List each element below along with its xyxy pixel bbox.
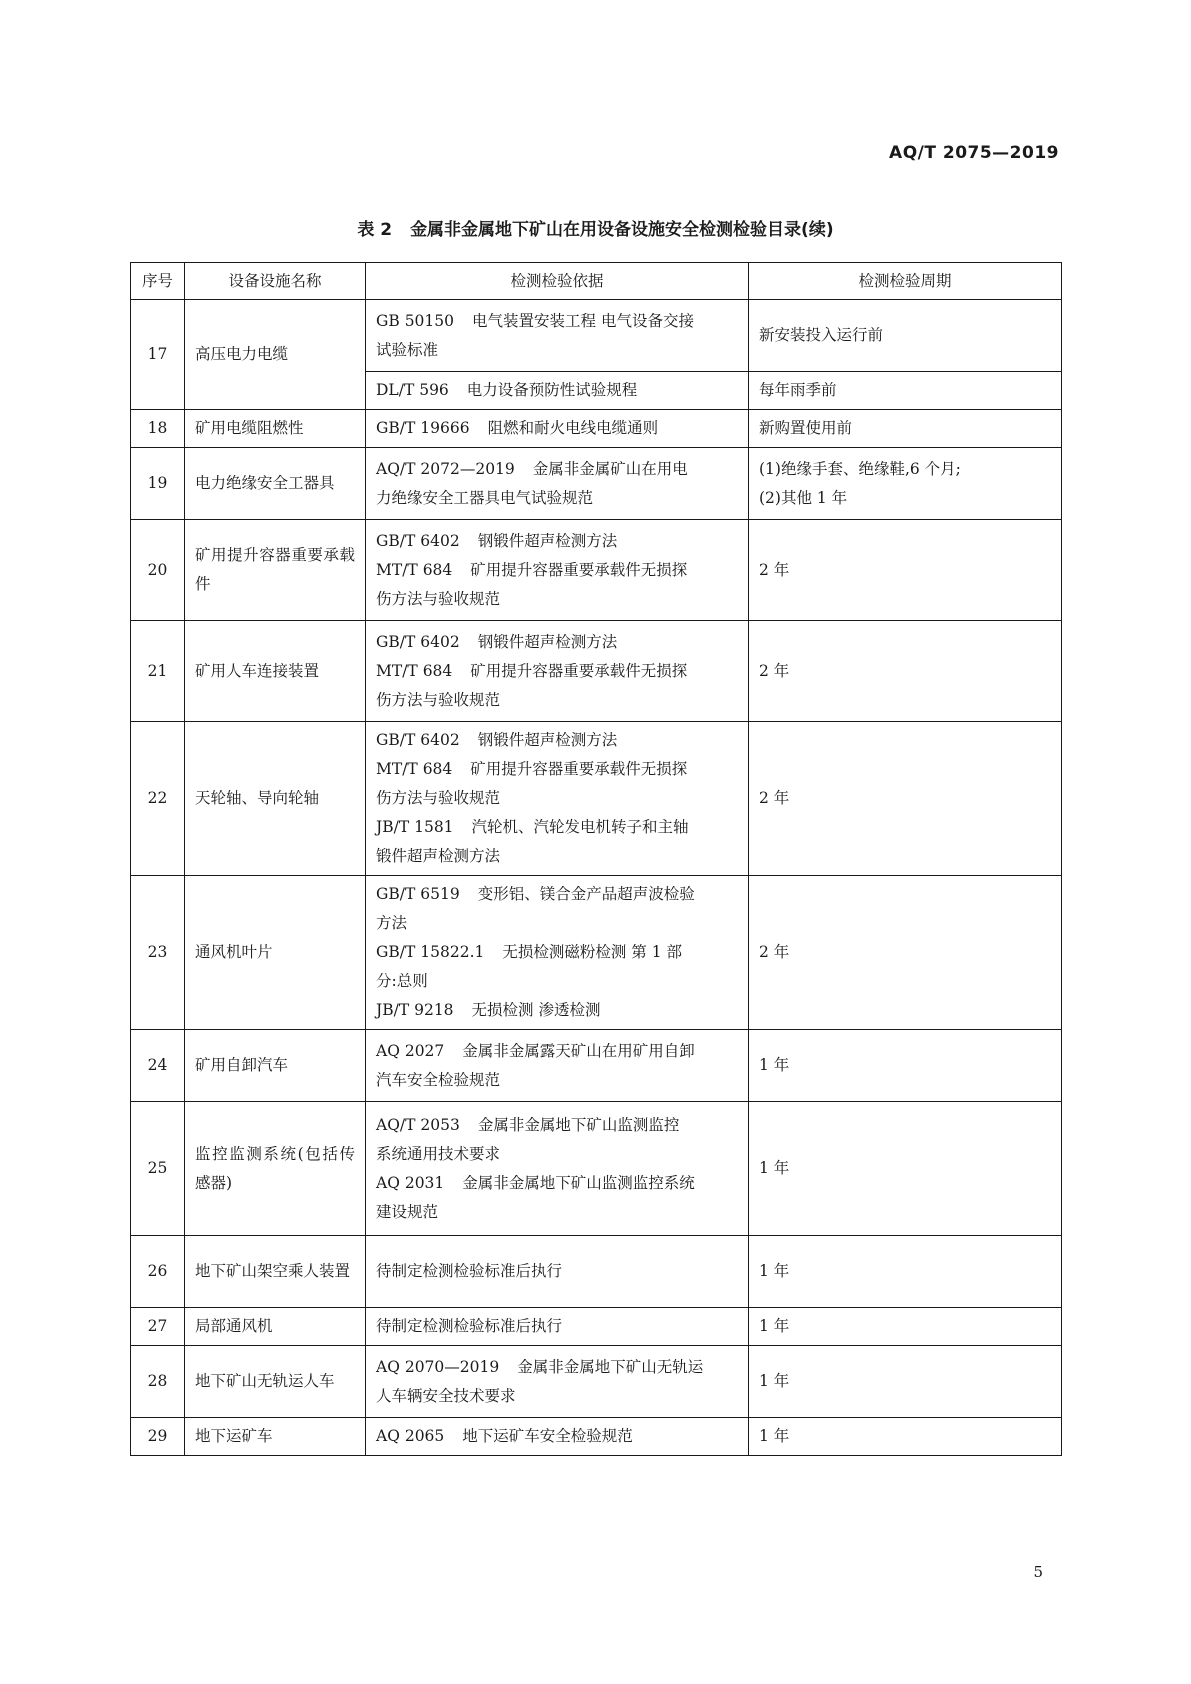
- standard-title: 人车辆安全技术要求: [376, 1386, 516, 1405]
- basis-cell: [366, 372, 749, 410]
- equipment-name: 矿用自卸汽车: [185, 1030, 366, 1102]
- standard-number: JB/T 9218: [376, 1001, 454, 1019]
- basis-cell: [366, 1236, 749, 1308]
- period-cell: 2 年: [749, 876, 1062, 1030]
- basis-line: [376, 996, 738, 1025]
- standard-title: 电气装置安装工程 电气设备交接: [472, 311, 694, 330]
- standard-number: AQ 2070—2019: [376, 1357, 500, 1376]
- basis-cell: [366, 1418, 749, 1456]
- standard-number: MT/T 684: [376, 760, 453, 778]
- table-row: [131, 1418, 1062, 1456]
- basis-line: [376, 307, 738, 336]
- standard-number: GB/T 19666: [376, 419, 470, 437]
- table-title-text: 金属非金属地下矿山在用设备设施安全检测检验目录(续): [410, 220, 834, 240]
- period-cell: 2 年: [749, 621, 1062, 722]
- standard-title: 钢锻件超声检测方法: [477, 731, 618, 749]
- standard-number: MT/T 684: [376, 560, 453, 579]
- standard-title: 待制定检测检验标准后执行: [376, 1317, 563, 1335]
- basis-line: [376, 967, 738, 996]
- basis-line: [376, 1169, 738, 1198]
- basis-cell: [366, 1030, 749, 1102]
- basis-line: [376, 657, 738, 686]
- page-number: 5: [1033, 1563, 1043, 1581]
- standard-title: 矿用提升容器重要承载件无损探: [470, 661, 688, 680]
- table-row: [131, 520, 1062, 621]
- period-cell: 1 年: [749, 1308, 1062, 1346]
- basis-line: [376, 628, 738, 657]
- basis-line: [376, 1312, 738, 1341]
- row-number: 26: [131, 1236, 185, 1308]
- equipment-name: 地下矿山架空乘人装置: [185, 1236, 366, 1308]
- standard-number: AQ/T 2053: [376, 1115, 460, 1134]
- column-header-basis: 检测检验依据: [366, 263, 749, 300]
- row-number: 17: [131, 300, 185, 410]
- standard-title: 试验标准: [376, 340, 439, 359]
- period-cell: 1 年: [749, 1346, 1062, 1418]
- standard-title: 阻燃和耐火电线电缆通则: [487, 419, 659, 437]
- basis-cell: [366, 1346, 749, 1418]
- row-number: 22: [131, 722, 185, 876]
- basis-cell: [366, 410, 749, 448]
- standard-title: 汽车安全检验规范: [376, 1070, 501, 1089]
- standard-number: GB 50150: [376, 311, 455, 330]
- standard-code: AQ/T 2075—2019: [889, 143, 1059, 163]
- standard-title: 钢锻件超声检测方法: [477, 531, 618, 550]
- standard-number: JB/T 1581: [376, 818, 454, 836]
- row-number: 25: [131, 1102, 185, 1236]
- period-cell: [749, 448, 1062, 520]
- standard-number: AQ 2031: [376, 1173, 445, 1192]
- equipment-name: 通风机叶片: [185, 876, 366, 1030]
- basis-line: [376, 813, 738, 842]
- period-cell: 1 年: [749, 1030, 1062, 1102]
- basis-line: [376, 880, 738, 909]
- equipment-name: 矿用电缆阻燃性: [185, 410, 366, 448]
- standard-title: 系统通用技术要求: [376, 1144, 501, 1163]
- table-row: [131, 410, 1062, 448]
- standard-title: 金属非金属地下矿山监测监控系统: [462, 1173, 695, 1192]
- standard-title: 地下运矿车安全检验规范: [462, 1427, 633, 1445]
- inspection-table: [130, 262, 1062, 1456]
- row-number: 29: [131, 1418, 185, 1456]
- equipment-name: 电力绝缘安全工器具: [185, 448, 366, 520]
- basis-cell: [366, 1102, 749, 1236]
- table-row: [131, 1102, 1062, 1236]
- standard-number: GB/T 6402: [376, 731, 460, 749]
- basis-line: [376, 1198, 738, 1227]
- column-header-name: 设备设施名称: [185, 263, 366, 300]
- equipment-name: 高压电力电缆: [185, 300, 366, 410]
- row-number: 21: [131, 621, 185, 722]
- basis-cell: [366, 876, 749, 1030]
- standard-number: GB/T 15822.1: [376, 943, 485, 961]
- standard-title: 伤方法与验收规范: [376, 589, 501, 608]
- row-number: 23: [131, 876, 185, 1030]
- period-cell: 新购置使用前: [749, 410, 1062, 448]
- standard-number: DL/T 596: [376, 381, 449, 399]
- basis-line: [376, 556, 738, 585]
- period-cell: 新安装投入运行前: [749, 300, 1062, 372]
- standard-title: 矿用提升容器重要承载件无损探: [470, 760, 688, 778]
- table-row: [131, 1236, 1062, 1308]
- basis-line: [376, 1140, 738, 1169]
- row-number: 20: [131, 520, 185, 621]
- equipment-name: 局部通风机: [185, 1308, 366, 1346]
- period-cell: 2 年: [749, 520, 1062, 621]
- row-number: 19: [131, 448, 185, 520]
- table-row: [131, 876, 1062, 1030]
- basis-cell: [366, 722, 749, 876]
- basis-line: [376, 726, 738, 755]
- table-row: [131, 448, 1062, 520]
- basis-line: [376, 376, 738, 405]
- basis-line: [376, 909, 738, 938]
- table-row: [131, 722, 1062, 876]
- basis-line: [376, 1257, 738, 1286]
- table-row: [131, 621, 1062, 722]
- standard-title: 力绝缘安全工器具电气试验规范: [376, 488, 594, 507]
- basis-line: [376, 455, 738, 484]
- basis-line: [376, 585, 738, 614]
- basis-line: [376, 784, 738, 813]
- column-header-no: 序号: [131, 263, 185, 300]
- standard-title: 金属非金属露天矿山在用矿用自卸: [462, 1041, 695, 1060]
- standard-title: 待制定检测检验标准后执行: [376, 1262, 563, 1280]
- standard-title: 矿用提升容器重要承载件无损探: [470, 560, 688, 579]
- table-row: [131, 1030, 1062, 1102]
- standard-title: 金属非金属地下矿山无轨运: [517, 1357, 704, 1376]
- column-header-period: 检测检验周期: [749, 263, 1062, 300]
- equipment-name: 地下运矿车: [185, 1418, 366, 1456]
- standard-title: 分:总则: [376, 972, 428, 990]
- table-row: [131, 1308, 1062, 1346]
- standard-title: 无损检测 渗透检测: [471, 1001, 601, 1019]
- row-number: 27: [131, 1308, 185, 1346]
- table-header-row: [131, 263, 1062, 300]
- table-body: [131, 300, 1062, 1456]
- basis-line: [376, 336, 738, 365]
- basis-line: [376, 414, 738, 443]
- table-label: 表 2: [357, 220, 393, 240]
- standard-title: 锻件超声检测方法: [376, 847, 501, 865]
- table-row: [131, 300, 1062, 372]
- standard-title: 变形铝、镁合金产品超声波检验: [477, 885, 695, 903]
- basis-line: [376, 842, 738, 871]
- basis-cell: [366, 520, 749, 621]
- standard-number: AQ/T 2072—2019: [376, 459, 515, 478]
- period-cell: 1 年: [749, 1236, 1062, 1308]
- equipment-name: 监控监测系统(包括传感器): [185, 1102, 366, 1236]
- basis-cell: [366, 300, 749, 372]
- standard-title: 汽轮机、汽轮发电机转子和主轴: [471, 818, 689, 836]
- standard-title: 建设规范: [376, 1202, 439, 1221]
- standard-title: 电力设备预防性试验规程: [466, 381, 638, 399]
- row-number: 24: [131, 1030, 185, 1102]
- period-line: (2)其他 1 年: [759, 488, 848, 507]
- basis-cell: [366, 621, 749, 722]
- standard-title: 伤方法与验收规范: [376, 690, 501, 709]
- table-row: [131, 1346, 1062, 1418]
- basis-cell: [366, 1308, 749, 1346]
- standard-number: GB/T 6402: [376, 632, 460, 651]
- standard-title: 金属非金属矿山在用电: [532, 459, 688, 478]
- period-cell: 1 年: [749, 1418, 1062, 1456]
- basis-line: [376, 1066, 738, 1095]
- basis-line: [376, 1422, 738, 1451]
- basis-line: [376, 1037, 738, 1066]
- standard-title: 伤方法与验收规范: [376, 789, 501, 807]
- standard-title: 金属非金属地下矿山监测监控: [477, 1115, 680, 1134]
- basis-line: [376, 938, 738, 967]
- period-line: (1)绝缘手套、绝缘鞋,6 个月;: [759, 459, 961, 478]
- standard-number: GB/T 6402: [376, 531, 460, 550]
- standard-title: 无损检测磁粉检测 第 1 部: [502, 943, 683, 961]
- equipment-name: 矿用提升容器重要承载件: [185, 520, 366, 621]
- equipment-name: 天轮轴、导向轮轴: [185, 722, 366, 876]
- equipment-name: 矿用人车连接装置: [185, 621, 366, 722]
- basis-line: [376, 1382, 738, 1411]
- row-number: 18: [131, 410, 185, 448]
- standard-number: MT/T 684: [376, 661, 453, 680]
- basis-line: [376, 1111, 738, 1140]
- standard-number: AQ 2027: [376, 1041, 445, 1060]
- standard-number: AQ 2065: [376, 1427, 445, 1445]
- equipment-name: 地下矿山无轨运人车: [185, 1346, 366, 1418]
- basis-line: [376, 484, 738, 513]
- basis-line: [376, 527, 738, 556]
- period-cell: 每年雨季前: [749, 372, 1062, 410]
- row-number: 28: [131, 1346, 185, 1418]
- standard-number: GB/T 6519: [376, 885, 460, 903]
- basis-line: [376, 1353, 738, 1382]
- basis-line: [376, 755, 738, 784]
- table-title: [0, 215, 1191, 240]
- standard-title: 方法: [376, 914, 408, 932]
- basis-line: [376, 686, 738, 715]
- basis-cell: [366, 448, 749, 520]
- period-cell: 1 年: [749, 1102, 1062, 1236]
- standard-title: 钢锻件超声检测方法: [477, 632, 618, 651]
- period-cell: 2 年: [749, 722, 1062, 876]
